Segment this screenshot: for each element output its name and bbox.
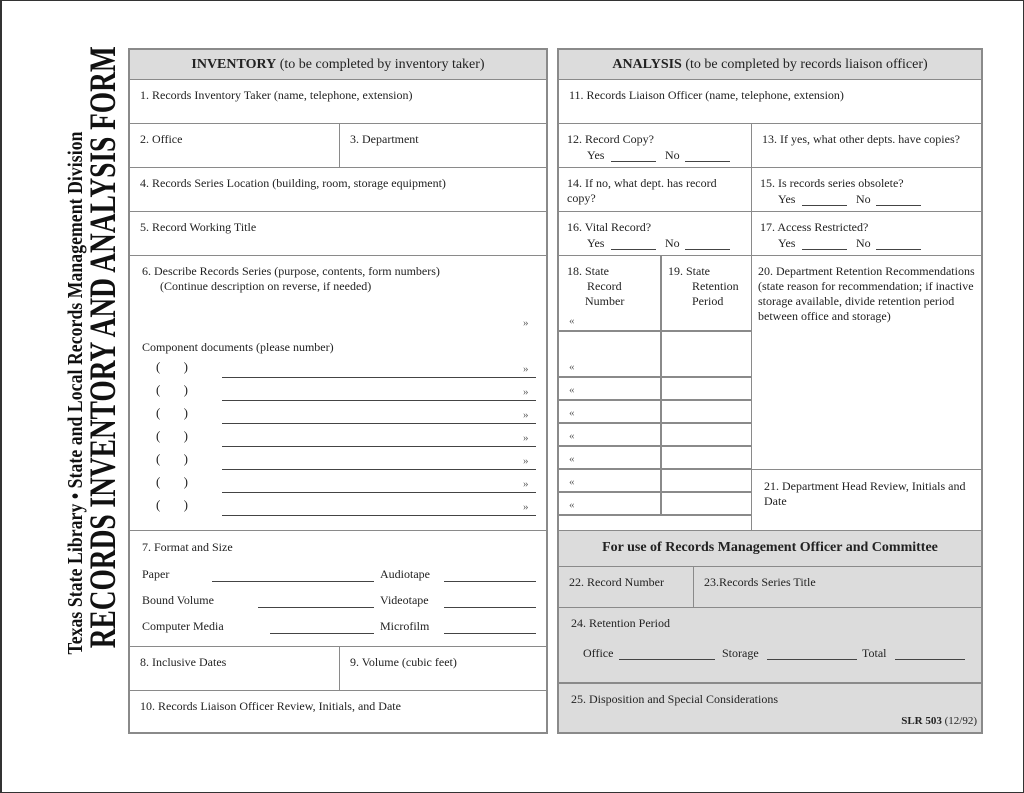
record-copy-yes-input[interactable] bbox=[611, 161, 656, 162]
field-25-disposition[interactable]: 25. Disposition and Special Considerations SLR 503 (12/92) bbox=[559, 682, 981, 732]
field-17-access-restricted: 17. Access Restricted? Yes No bbox=[751, 211, 981, 255]
component-row[interactable] bbox=[130, 472, 546, 495]
field-2-office[interactable]: 2. Office bbox=[130, 123, 339, 167]
arrow-right-icon: » bbox=[523, 432, 529, 444]
field-7-format-size: 7. Format and Size Paper Bound Volume Computer Media Audiotape Videotape Microfilm bbox=[130, 530, 546, 646]
division-title: Texas State Library • State and Local Records Management Division bbox=[63, 131, 87, 655]
component-line[interactable] bbox=[222, 423, 536, 424]
side-title bbox=[58, 48, 128, 738]
arrow-right-icon: » bbox=[523, 386, 529, 398]
arrow-left-icon: « bbox=[569, 430, 575, 442]
field-8-inclusive-dates[interactable]: 8. Inclusive Dates bbox=[130, 646, 339, 690]
component-line[interactable] bbox=[222, 515, 536, 516]
component-line[interactable] bbox=[222, 377, 536, 378]
record-copy-no-input[interactable] bbox=[685, 161, 730, 162]
component-label: Component documents (please number) bbox=[142, 340, 334, 354]
arrow-left-icon: « bbox=[569, 453, 575, 465]
field-1-inventory-taker[interactable]: 1. Records Inventory Taker (name, telephone, extension) bbox=[130, 79, 546, 123]
field-22-record-number[interactable]: 22. Record Number bbox=[559, 566, 693, 607]
component-row[interactable] bbox=[130, 495, 546, 518]
component-number-paren: ( ) bbox=[156, 451, 188, 466]
arrow-right-icon: » bbox=[523, 455, 529, 467]
component-number-paren: ( ) bbox=[156, 405, 188, 420]
field-23-series-title[interactable]: 23.Records Series Title bbox=[693, 566, 981, 607]
component-number-paren: ( ) bbox=[156, 474, 188, 489]
component-number-paren: ( ) bbox=[156, 382, 188, 397]
table-row-line bbox=[559, 468, 751, 470]
table-row-line bbox=[559, 491, 751, 493]
field-9-volume[interactable]: 9. Volume (cubic feet) bbox=[339, 646, 546, 690]
table-row-line bbox=[559, 445, 751, 447]
arrow-left-icon: « bbox=[569, 361, 575, 373]
table-row-line bbox=[559, 514, 751, 516]
field-10-liaison-review[interactable]: 10. Records Liaison Officer Review, Initials, and Date bbox=[130, 690, 546, 732]
computer-media-input[interactable] bbox=[270, 633, 374, 634]
component-line[interactable] bbox=[222, 446, 536, 447]
audiotape-input[interactable] bbox=[444, 581, 536, 582]
table-row-line bbox=[559, 399, 751, 401]
analysis-panel bbox=[557, 48, 983, 734]
vital-no-input[interactable] bbox=[685, 249, 730, 250]
field-15-obsolete: 15. Is records series obsolete? Yes No bbox=[751, 167, 981, 211]
arrow-right-icon: » bbox=[523, 409, 529, 421]
arrow-right-icon: » bbox=[523, 317, 529, 329]
field-16-vital-record: 16. Vital Record? Yes No bbox=[559, 211, 751, 255]
component-row[interactable] bbox=[130, 403, 546, 426]
total-period-input[interactable] bbox=[895, 659, 965, 660]
paper-input[interactable] bbox=[212, 581, 374, 582]
arrow-left-icon: « bbox=[569, 315, 575, 327]
table-row-line bbox=[559, 422, 751, 424]
field-24-retention-period: 24. Retention Period Office Storage Total bbox=[559, 607, 981, 682]
component-row[interactable] bbox=[130, 357, 546, 380]
microfilm-input[interactable] bbox=[444, 633, 536, 634]
component-line[interactable] bbox=[222, 492, 536, 493]
field-12-record-copy: 12. Record Copy? Yes No bbox=[559, 123, 751, 167]
arrow-left-icon: « bbox=[569, 476, 575, 488]
table-divider bbox=[660, 256, 662, 514]
inventory-header: INVENTORY (to be completed by inventory taker) bbox=[130, 50, 546, 79]
arrow-left-icon: « bbox=[569, 384, 575, 396]
arrow-right-icon: » bbox=[523, 478, 529, 490]
component-number-paren: ( ) bbox=[156, 359, 188, 374]
arrow-right-icon: » bbox=[523, 363, 529, 375]
videotape-input[interactable] bbox=[444, 607, 536, 608]
obsolete-yes-input[interactable] bbox=[802, 205, 847, 206]
form-number: SLR 503 (12/92) bbox=[901, 715, 977, 727]
storage-period-input[interactable] bbox=[767, 659, 857, 660]
restricted-yes-input[interactable] bbox=[802, 249, 847, 250]
component-line[interactable] bbox=[222, 469, 536, 470]
restricted-no-input[interactable] bbox=[876, 249, 921, 250]
component-row[interactable] bbox=[130, 426, 546, 449]
table-row-line bbox=[559, 376, 751, 378]
form-title: RECORDS INVENTORY AND ANALYSIS FORM bbox=[83, 46, 124, 649]
arrow-left-icon: « bbox=[569, 407, 575, 419]
arrow-right-icon: » bbox=[523, 501, 529, 513]
analysis-header: ANALYSIS (to be completed by records liaison officer) bbox=[559, 50, 981, 79]
component-number-paren: ( ) bbox=[156, 428, 188, 443]
field-3-department[interactable]: 3. Department bbox=[339, 123, 546, 167]
obsolete-no-input[interactable] bbox=[876, 205, 921, 206]
vital-yes-input[interactable] bbox=[611, 249, 656, 250]
field-21-head-review[interactable]: 21. Department Head Review, Initials and Date bbox=[751, 469, 981, 530]
component-row[interactable] bbox=[130, 449, 546, 472]
committee-header: For use of Records Management Officer and Committee bbox=[559, 530, 981, 566]
office-period-input[interactable] bbox=[619, 659, 715, 660]
field-11-liaison-officer[interactable]: 11. Records Liaison Officer (name, telephone, extension) bbox=[559, 79, 981, 123]
field-4-location[interactable]: 4. Records Series Location (building, room, storage equipment) bbox=[130, 167, 546, 211]
table-row-line bbox=[559, 330, 751, 332]
field-13-other-depts[interactable]: 13. If yes, what other depts. have copies? bbox=[751, 123, 981, 167]
component-number-paren: ( ) bbox=[156, 497, 188, 512]
field-5-working-title[interactable]: 5. Record Working Title bbox=[130, 211, 546, 255]
retention-table: 18. State Record Number 19. State Retention Period « « « « « « « « bbox=[559, 255, 751, 530]
field-14-dept-record-copy[interactable]: 14. If no, what dept. has record copy? bbox=[559, 167, 751, 211]
field-20-retention-recommendations[interactable]: 20. Department Retention Recommendations (state reason for recommendation; if inactive storage available, divide retention period between office and storage) bbox=[751, 255, 981, 469]
arrow-left-icon: « bbox=[569, 499, 575, 511]
field-6-describe-series[interactable]: 6. Describe Records Series (purpose, contents, form numbers) (Continue description on reverse, if needed) » Component documents (please number) ( ) » ( ) » ( ) » ( ) » ( ) » ( ) » ( ) » bbox=[130, 255, 546, 530]
inventory-panel bbox=[128, 48, 548, 734]
component-row[interactable] bbox=[130, 380, 546, 403]
bound-volume-input[interactable] bbox=[258, 607, 374, 608]
component-line[interactable] bbox=[222, 400, 536, 401]
